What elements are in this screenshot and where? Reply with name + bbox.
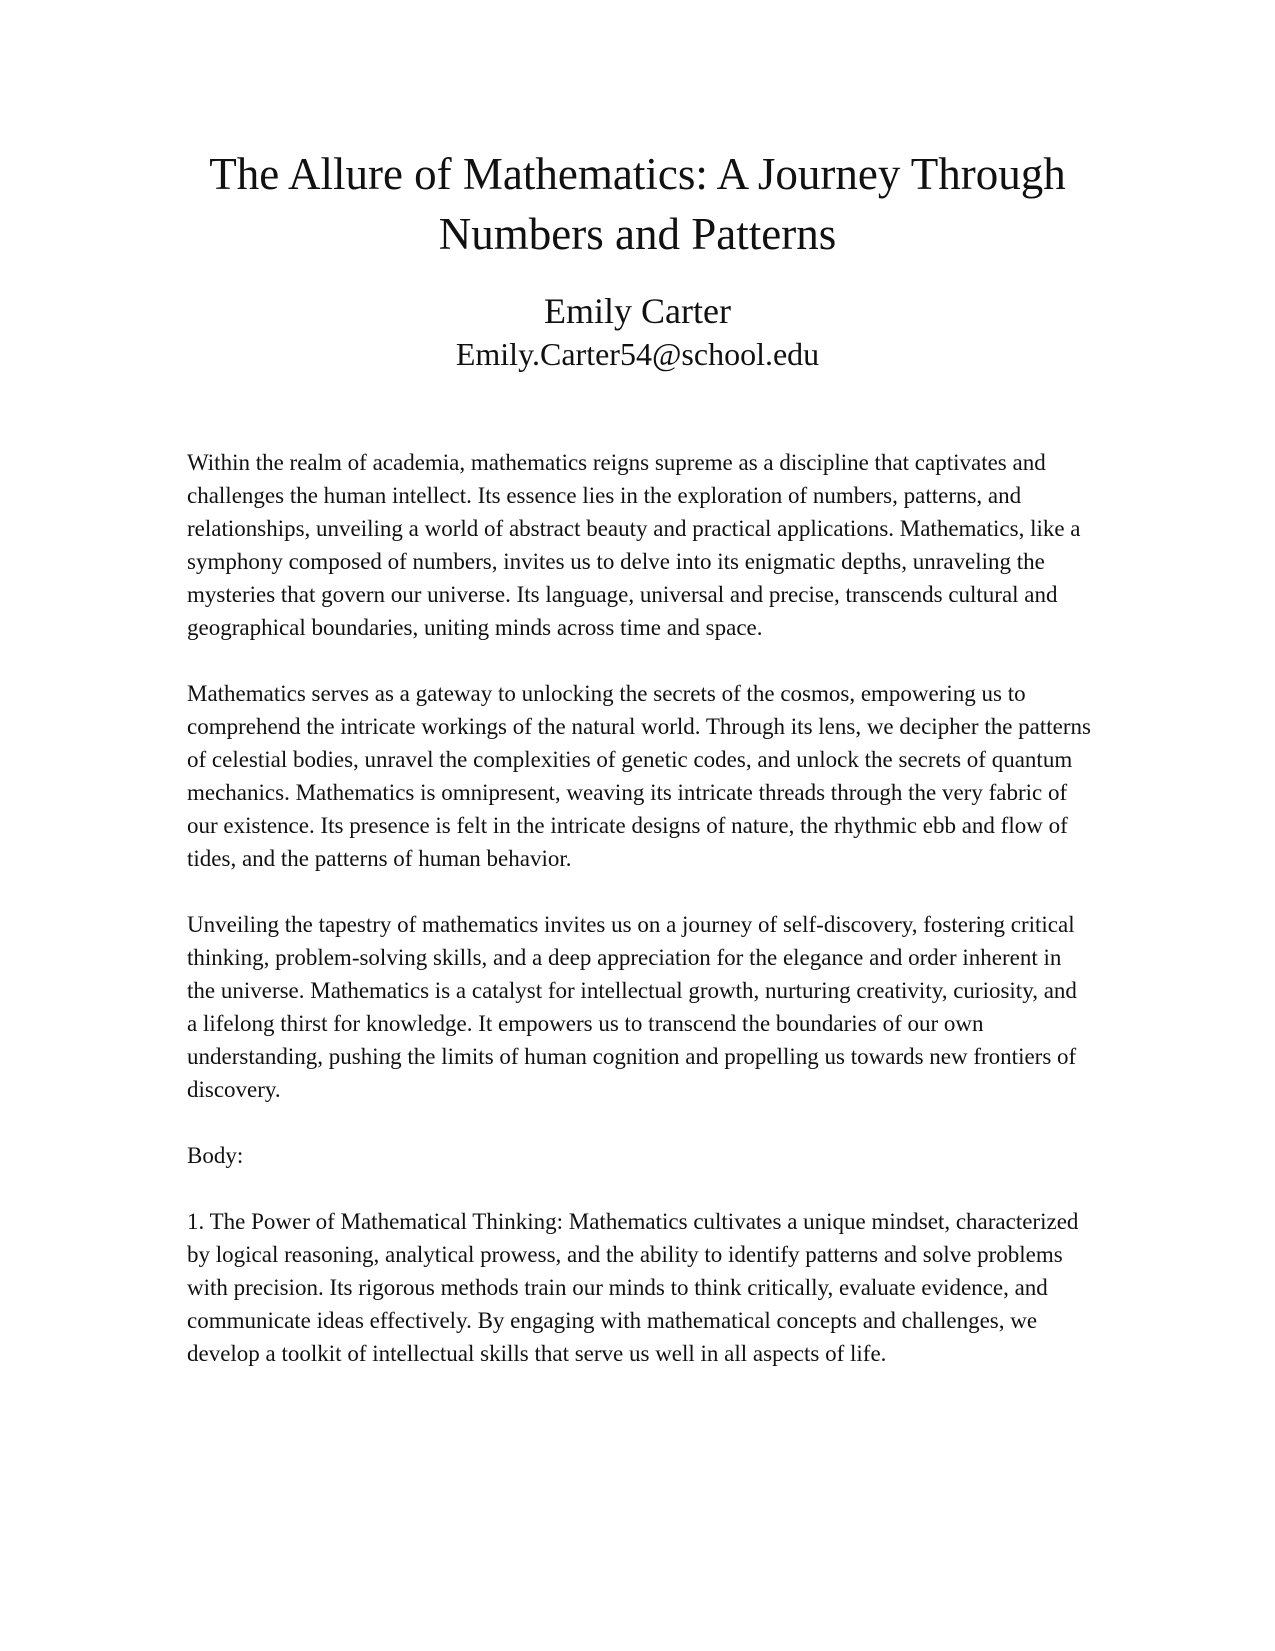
paragraph-intro-3: Unveiling the tapestry of mathematics invites us on a journey of self-discovery, fostering critical thinking, problem-solving skills, and a deep appreciation for the elegance and order inherent in the universe. Mathematics is a catalyst for intellectual growth, nurturing creativity, curiosity, and a lifelong thirst for knowledge. It empowers us to transcend the boundaries of our own understanding, pushing the limits of human cognition and propelling us towards new frontiers of discovery. xyxy=(187,912,1077,1102)
author-email: Emily.Carter54@school.edu xyxy=(455,336,820,372)
document-title: The Allure of Mathematics: A Journey Through Numbers and Patterns xyxy=(209,149,1066,259)
paragraph-intro-1: Within the realm of academia, mathematics reigns supreme as a discipline that captivates and challenges the human intellect. Its essence lies in the exploration of numbers, patterns, and relationships, unveiling a world of abstract beauty and practical applications. Mathematics, like a symphony composed of numbers, invites us to delve into its enigmatic depths, unraveling the mysteries that govern our universe. Its language, universal and precise, transcends cultural and geographical boundaries, uniting minds across time and space. xyxy=(187,450,1081,640)
author-name: Emily Carter xyxy=(544,291,731,331)
paragraph-intro-2: Mathematics serves as a gateway to unlocking the secrets of the cosmos, empowering us to comprehend the intricate workings of the natural world. Through its lens, we decipher the patterns of celestial bodies, unravel the complexities of genetic codes, and unlock the secrets of quantum mechanics. Mathematics is omnipresent, weaving its intricate threads through the very fabric of our existence. Its presence is felt in the intricate designs of nature, the rhythmic ebb and flow of tides, and the patterns of human behavior. xyxy=(187,681,1091,871)
section-label-body: Body: xyxy=(187,1143,244,1168)
document-body xyxy=(187,446,1092,1403)
paragraph-section-1: 1. The Power of Mathematical Thinking: Mathematics cultivates a unique mindset, characterized by logical reasoning, analytical prowess, and the ability to identify patterns and solve problems with precision. Its rigorous methods train our minds to think critically, evaluate evidence, and communicate ideas effectively. By engaging with mathematical concepts and challenges, we develop a toolkit of intellectual skills that serve us well in all aspects of life. xyxy=(187,1209,1079,1366)
